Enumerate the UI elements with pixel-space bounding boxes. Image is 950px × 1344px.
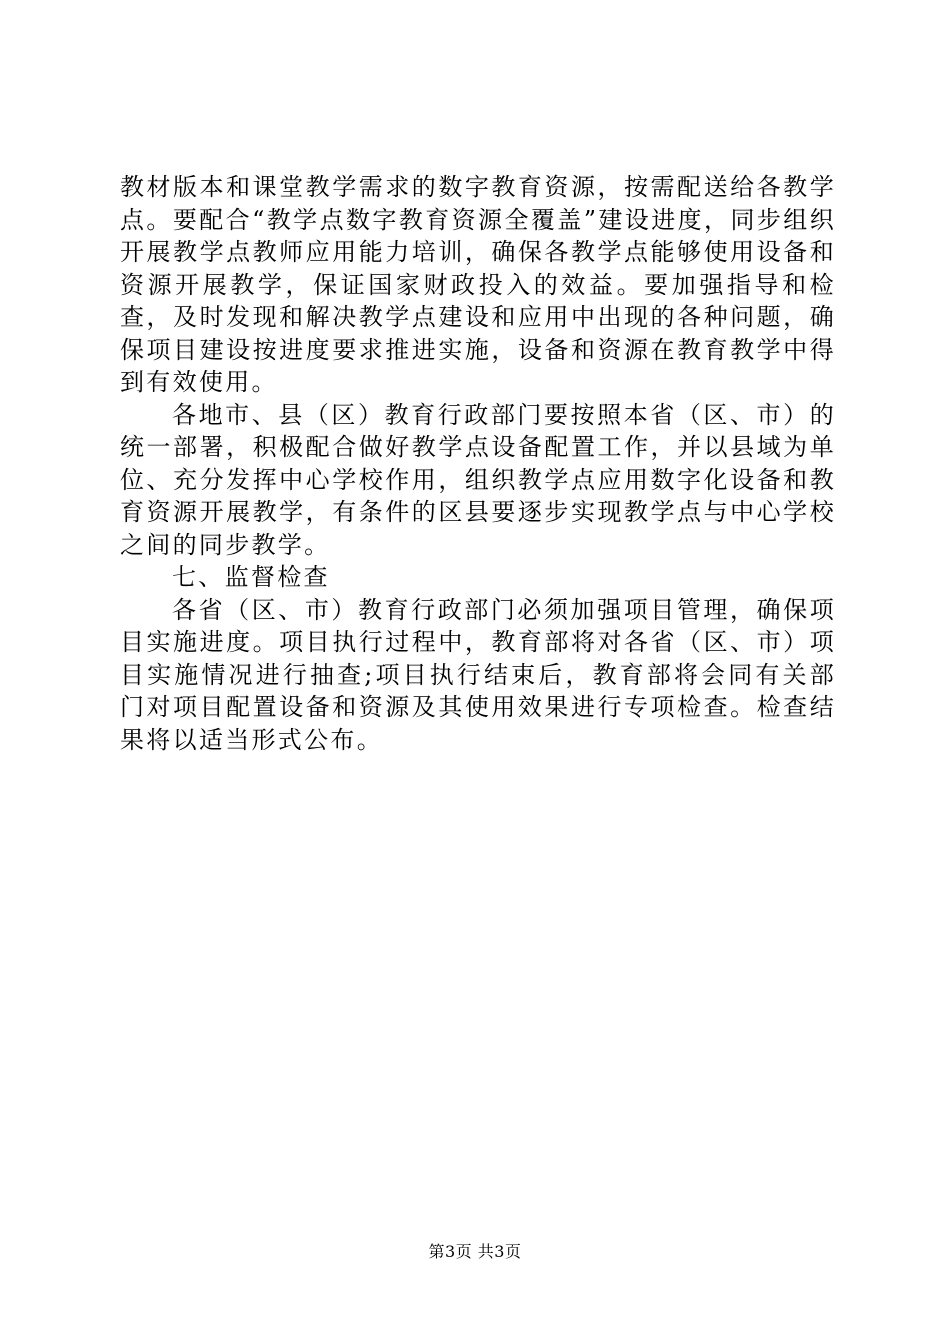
document-body bbox=[120, 171, 836, 756]
paragraph-supervision: 各省（区、市）教育行政部门必须加强项目管理，确保项目实施进度。项目执行过程中，教育部将对各省（区、市）项目实施情况进行抽查;项目执行结束后，教育部将会同有关部门对项目配置设备和资源及其使用效果进行专项检查。检查结果将以适当形式公布。 bbox=[120, 595, 836, 754]
page-footer: 第3页 共3页 bbox=[428, 1242, 522, 1261]
paragraph-local-departments: 各地市、县（区）教育行政部门要按照本省（区、市）的统一部署，积极配合做好教学点设备配置工作，并以县域为单位、充分发挥中心学校作用，组织教学点应用数字化设备和教育资源开展教学，有条件的区县要逐步实现教学点与中心学校之间的同步教学。 bbox=[120, 400, 836, 559]
paragraph-continuation: 教材版本和课堂教学需求的数字教育资源，按需配送给各教学点。要配合“教学点数字教育资源全覆盖”建设进度，同步组织开展教学点教师应用能力培训，确保各教学点能够使用设备和资源开展教学，保证国家财政投入的效益。要加强指导和检查，及时发现和解决教学点建设和应用中出现的各种问题，确保项目建设按进度要求推进实施，设备和资源在教育教学中得到有效使用。 bbox=[120, 173, 836, 396]
section-heading-supervision: 七、监督检查 bbox=[172, 563, 330, 591]
